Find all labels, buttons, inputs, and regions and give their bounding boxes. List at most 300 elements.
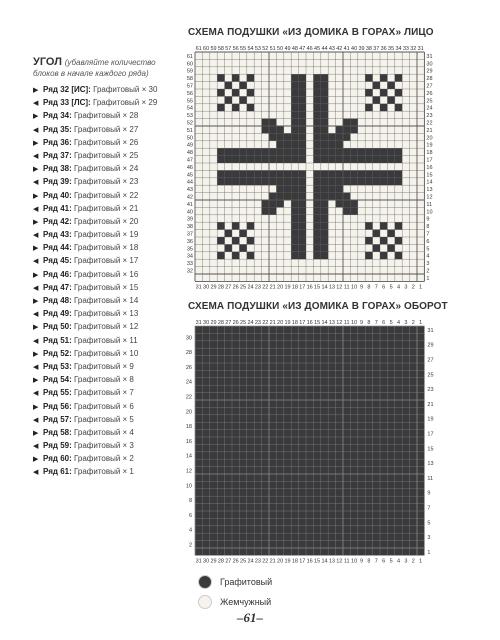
stitch-cell — [299, 252, 306, 259]
pearl-swatch-icon — [198, 595, 212, 609]
row-number-right: 10 — [426, 209, 433, 216]
stitch-cell — [395, 156, 402, 163]
stitch-cell — [299, 215, 306, 222]
stitch-cell — [328, 148, 335, 155]
stitch-cell — [321, 200, 328, 207]
col-number-bottom: 28 — [217, 284, 224, 291]
col-number-bottom: 25 — [240, 558, 247, 565]
row-number-left: 18 — [185, 424, 192, 431]
col-number-top: 55 — [240, 46, 247, 52]
stitch-cell — [336, 178, 343, 185]
stitch-cell — [299, 207, 306, 214]
stitch-cell — [350, 119, 357, 126]
row-number-right: 15 — [427, 446, 434, 453]
arrow-left-icon: ◀ — [33, 284, 39, 292]
row-label: Ряд 44: — [43, 243, 74, 253]
stitch-cell — [328, 193, 335, 200]
stitch-cell — [247, 252, 254, 259]
stitch-cell — [276, 200, 283, 207]
stitch-cell — [291, 126, 298, 133]
stitch-cell — [336, 133, 343, 140]
stitch-cell — [291, 111, 298, 118]
stitch-cell — [269, 148, 276, 155]
col-number-bottom: 16 — [306, 558, 313, 565]
row-number-left: 10 — [185, 483, 192, 490]
col-number-bottom: 3 — [404, 558, 408, 565]
stitch-cell — [291, 119, 298, 126]
stitch-cell — [313, 141, 320, 148]
row-text: Графитовый × 24 — [73, 164, 139, 174]
row-number-left: 28 — [185, 350, 192, 357]
col-number-bottom: 6 — [382, 284, 386, 291]
row-text: Графитовый × 22 — [73, 190, 139, 200]
row-text: Графитовый × 17 — [73, 256, 139, 266]
stitch-cell — [284, 133, 291, 140]
col-number-top: 22 — [262, 320, 269, 326]
col-number-bottom: 30 — [203, 558, 210, 565]
row-number-right: 3 — [427, 535, 431, 542]
row-number-right: 19 — [426, 142, 433, 149]
stitch-cell — [328, 141, 335, 148]
stitch-cell — [299, 185, 306, 192]
stitch-cell — [225, 156, 232, 163]
stitch-cell — [336, 148, 343, 155]
row-number-left: 51 — [186, 127, 193, 134]
stitch-cell — [313, 111, 320, 118]
col-number-top: 56 — [232, 46, 239, 52]
row-text: Графитовый × 18 — [73, 243, 139, 253]
col-number-bottom: 10 — [351, 558, 358, 565]
stitch-cell — [313, 156, 320, 163]
stitch-cell — [395, 170, 402, 177]
stitch-cell — [299, 200, 306, 207]
row-label: Ряд 33 [ЛС]: — [43, 98, 93, 108]
col-number-top: 57 — [225, 46, 232, 52]
col-number-bottom: 10 — [351, 284, 358, 291]
row-number-left: 61 — [186, 53, 193, 60]
col-number-bottom: 27 — [225, 558, 232, 565]
stitch-cell — [299, 156, 306, 163]
col-number-bottom: 28 — [217, 558, 224, 565]
stitch-cell — [299, 148, 306, 155]
row-number-right: 21 — [426, 127, 433, 134]
col-number-top: 28 — [217, 320, 224, 326]
col-number-top: 61 — [195, 46, 202, 52]
stitch-cell — [365, 89, 372, 96]
col-number-bottom: 2 — [411, 284, 415, 291]
col-number-bottom: 11 — [343, 558, 350, 565]
row-label: Ряд 34: — [43, 111, 74, 121]
col-number-top: 41 — [343, 46, 350, 52]
stitch-cell — [380, 156, 387, 163]
col-number-top: 3 — [404, 320, 408, 326]
row-number-left: 49 — [186, 142, 193, 149]
stitch-cell — [217, 252, 224, 259]
stitch-cell — [343, 193, 350, 200]
stitch-cell — [291, 244, 298, 251]
stitch-cell — [387, 96, 394, 103]
stitch-cell — [365, 74, 372, 81]
row-number-right: 5 — [427, 520, 431, 527]
row-text: Графитовый × 13 — [73, 309, 139, 319]
stitch-cell — [291, 133, 298, 140]
row-text: Графитовый × 27 — [73, 124, 139, 134]
stitch-cell — [336, 126, 343, 133]
col-number-top: 5 — [389, 320, 393, 326]
arrow-right-icon: ▶ — [33, 218, 39, 226]
col-number-bottom: 14 — [321, 558, 328, 565]
stitch-cell — [328, 170, 335, 177]
stitch-cell — [321, 148, 328, 155]
stitch-cell — [299, 178, 306, 185]
stitch-cell — [321, 126, 328, 133]
row-number-left: 59 — [186, 68, 193, 75]
stitch-cell — [313, 74, 320, 81]
row-number-right: 22 — [426, 120, 433, 127]
stitch-cell — [321, 74, 328, 81]
stitch-cell — [262, 126, 269, 133]
stitch-cell — [321, 156, 328, 163]
stitch-cell — [336, 156, 343, 163]
row-number-left: 39 — [186, 216, 193, 223]
stitch-cell — [313, 230, 320, 237]
arrow-left-icon: ◀ — [33, 232, 39, 240]
col-number-top: 25 — [240, 320, 247, 326]
col-number-top: 33 — [402, 46, 409, 52]
col-number-bottom: 23 — [254, 284, 261, 291]
row-label: Ряд 46: — [43, 269, 74, 279]
row-text: Графитовый × 23 — [73, 177, 139, 187]
legend-label: Жемчужный — [220, 597, 272, 607]
stitch-cell — [284, 148, 291, 155]
row-number-left: 47 — [186, 157, 193, 164]
stitch-cell — [373, 244, 380, 251]
row-number-right: 29 — [426, 68, 433, 75]
row-number-left: 37 — [186, 231, 193, 238]
stitch-cell — [299, 111, 306, 118]
stitch-cell — [313, 237, 320, 244]
stitch-cell — [269, 170, 276, 177]
col-number-top: 51 — [269, 46, 276, 52]
stitch-cell — [313, 222, 320, 229]
row-number-right: 6 — [426, 238, 430, 245]
legend-item-graphite — [198, 572, 272, 592]
stitch-cell — [321, 104, 328, 111]
stitch-cell — [365, 104, 372, 111]
col-number-top: 6 — [382, 320, 386, 326]
row-number-left: 34 — [186, 253, 193, 260]
row-label: Ряд 58: — [43, 427, 74, 437]
stitch-cell — [358, 170, 365, 177]
back-chart-bg — [195, 326, 424, 555]
row-number-right: 14 — [426, 179, 433, 186]
stitch-cell — [350, 178, 357, 185]
col-number-bottom: 12 — [336, 284, 343, 291]
stitch-cell — [217, 222, 224, 229]
row-number-right: 29 — [427, 342, 434, 349]
col-number-top: 26 — [232, 320, 239, 326]
stitch-cell — [291, 215, 298, 222]
stitch-cell — [328, 156, 335, 163]
arrow-left-icon: ◀ — [33, 390, 39, 398]
stitch-cell — [225, 244, 232, 251]
stitch-cell — [343, 148, 350, 155]
stitch-cell — [217, 104, 224, 111]
col-number-top: 20 — [277, 320, 284, 326]
col-number-top: 54 — [247, 46, 254, 52]
stitch-cell — [276, 148, 283, 155]
stitch-cell — [395, 74, 402, 81]
row-number-left: 42 — [186, 194, 193, 201]
stitch-cell — [276, 185, 283, 192]
row-number-left: 50 — [186, 135, 193, 142]
col-number-top: 49 — [284, 46, 291, 52]
graphite-swatch-icon — [198, 575, 212, 589]
stitch-cell — [291, 222, 298, 229]
stitch-cell — [328, 178, 335, 185]
col-number-bottom: 7 — [374, 558, 378, 565]
stitch-cell — [262, 178, 269, 185]
row-number-right: 7 — [427, 505, 431, 512]
col-number-bottom: 14 — [321, 284, 328, 291]
stitch-cell — [291, 178, 298, 185]
stitch-cell — [336, 193, 343, 200]
stitch-cell — [239, 82, 246, 89]
row-number-right: 12 — [426, 194, 433, 201]
row-label: Ряд 61: — [43, 467, 74, 477]
stitch-cell — [284, 185, 291, 192]
row-number-right: 4 — [426, 253, 430, 260]
stitch-cell — [291, 96, 298, 103]
stitch-cell — [217, 74, 224, 81]
col-number-top: 1 — [419, 320, 423, 326]
row-number-right: 16 — [426, 164, 433, 171]
col-number-bottom: 19 — [284, 284, 291, 291]
stitch-cell — [365, 252, 372, 259]
stitch-cell — [291, 200, 298, 207]
stitch-cell — [380, 178, 387, 185]
stitch-cell — [269, 133, 276, 140]
col-number-bottom: 16 — [306, 284, 313, 291]
row-number-right: 11 — [427, 475, 434, 482]
legend-item-pearl — [198, 592, 272, 612]
arrow-left-icon: ◀ — [33, 152, 39, 160]
row-number-right: 1 — [427, 549, 431, 556]
stitch-cell — [380, 104, 387, 111]
row-text: Графитовый × 7 — [73, 388, 134, 398]
col-number-top: 45 — [314, 46, 321, 52]
row-number-left: 33 — [186, 261, 193, 268]
col-number-top: 21 — [269, 320, 276, 326]
col-number-top: 60 — [203, 46, 210, 52]
stitch-cell — [336, 141, 343, 148]
stitch-cell — [276, 141, 283, 148]
stitch-cell — [395, 178, 402, 185]
row-number-left: 48 — [186, 150, 193, 157]
row-number-left: 60 — [186, 61, 193, 68]
row-label: Ряд 49: — [43, 309, 74, 319]
row-label: Ряд 57: — [43, 414, 74, 424]
stitch-cell — [395, 148, 402, 155]
stitch-cell — [217, 170, 224, 177]
stitch-cell — [232, 170, 239, 177]
stitch-cell — [328, 185, 335, 192]
stitch-cell — [380, 222, 387, 229]
stitch-cell — [291, 156, 298, 163]
row-text: Графитовый × 1 — [73, 467, 134, 477]
stitch-cell — [299, 119, 306, 126]
stitch-cell — [247, 74, 254, 81]
row-number-left: 24 — [185, 379, 192, 386]
row-number-right: 24 — [426, 105, 433, 112]
stitch-cell — [380, 74, 387, 81]
stitch-cell — [380, 237, 387, 244]
col-number-top: 16 — [306, 320, 313, 326]
stitch-cell — [232, 237, 239, 244]
stitch-cell — [276, 193, 283, 200]
arrow-right-icon: ▶ — [33, 298, 39, 305]
stitch-cell — [380, 89, 387, 96]
stitch-cell — [269, 119, 276, 126]
stitch-cell — [321, 82, 328, 89]
stitch-cell — [232, 222, 239, 229]
row-label: Ряд 40: — [43, 190, 74, 200]
stitch-cell — [321, 193, 328, 200]
arrow-right-icon: ▶ — [33, 403, 39, 411]
row-text: Графитовый × 2 — [73, 454, 134, 464]
stitch-cell — [239, 148, 246, 155]
row-label: Ряд 48: — [43, 296, 74, 305]
col-number-top: 13 — [328, 320, 335, 326]
row-number-left: 4 — [188, 527, 192, 534]
row-number-left: 22 — [185, 394, 192, 401]
corner-note: (убавляйте количество блоков в начале каждого ряда) — [33, 58, 156, 78]
stitch-cell — [299, 237, 306, 244]
stitch-cell — [299, 141, 306, 148]
row-number-left: 2 — [188, 542, 192, 549]
stitch-cell — [350, 148, 357, 155]
row-number-left: 54 — [186, 105, 193, 112]
row-label: Ряд 51: — [43, 335, 74, 345]
arrow-right-icon: ▶ — [33, 245, 39, 253]
stitch-cell — [247, 156, 254, 163]
stitch-cell — [321, 222, 328, 229]
stitch-cell — [373, 82, 380, 89]
row-text: Графитовый × 19 — [73, 230, 139, 240]
stitch-cell — [365, 156, 372, 163]
row-number-right: 8 — [426, 224, 430, 231]
stitch-cell — [284, 193, 291, 200]
col-number-top: 23 — [254, 320, 261, 326]
stitch-cell — [291, 74, 298, 81]
col-number-top: 15 — [314, 320, 321, 326]
row-number-left: 20 — [185, 409, 192, 416]
stitch-cell — [313, 148, 320, 155]
col-number-bottom: 24 — [247, 558, 254, 565]
stitch-cell — [387, 244, 394, 251]
row-number-right: 20 — [426, 135, 433, 142]
stitch-cell — [358, 156, 365, 163]
row-number-left: 52 — [186, 120, 193, 127]
color-legend — [198, 572, 272, 612]
col-number-bottom: 23 — [254, 558, 261, 565]
col-number-bottom: 31 — [195, 558, 202, 565]
stitch-cell — [254, 148, 261, 155]
stitch-cell — [336, 200, 343, 207]
corner-heading: УГОЛ — [33, 56, 62, 68]
row-text: Графитовый × 14 — [73, 296, 139, 305]
stitch-cell — [291, 252, 298, 259]
stitch-cell — [380, 252, 387, 259]
arrow-left-icon: ◀ — [33, 258, 39, 266]
arrow-left-icon: ◀ — [33, 443, 39, 451]
col-number-bottom: 20 — [277, 284, 284, 291]
row-number-left: 57 — [186, 83, 193, 90]
col-number-bottom: 2 — [411, 558, 415, 565]
col-number-top: 38 — [365, 46, 372, 52]
stitch-cell — [321, 96, 328, 103]
row-number-left: 46 — [186, 164, 193, 171]
col-number-bottom: 11 — [343, 284, 350, 291]
stitch-cell — [247, 170, 254, 177]
arrow-left-icon: ◀ — [33, 337, 39, 345]
row-number-right: 13 — [427, 461, 434, 468]
row-number-right: 2 — [426, 268, 430, 275]
row-number-right: 25 — [426, 98, 433, 105]
row-number-left: 8 — [188, 498, 192, 505]
stitch-cell — [299, 170, 306, 177]
row-number-right: 27 — [426, 83, 433, 90]
col-number-bottom: 13 — [328, 558, 335, 565]
stitch-cell — [247, 104, 254, 111]
stitch-cell — [217, 89, 224, 96]
stitch-cell — [380, 170, 387, 177]
arrow-left-icon: ◀ — [33, 311, 39, 319]
stitch-cell — [313, 89, 320, 96]
stitch-cell — [321, 89, 328, 96]
back-chart-title: СХЕМА ПОДУШКИ «ИЗ ДОМИКА В ГОРАХ» ОБОРОТ — [188, 301, 448, 312]
row-text: Графитовый × 9 — [73, 361, 134, 371]
row-number-right: 31 — [426, 53, 433, 60]
stitch-cell — [380, 148, 387, 155]
col-number-top: 10 — [351, 320, 358, 326]
row-label: Ряд 35: — [43, 124, 74, 134]
stitch-cell — [395, 252, 402, 259]
stitch-cell — [269, 178, 276, 185]
row-text: Графитовый × 12 — [73, 322, 139, 332]
row-number-left: 44 — [186, 179, 193, 186]
col-number-bottom: 12 — [336, 558, 343, 565]
arrow-right-icon: ▶ — [33, 87, 39, 94]
stitch-cell — [276, 133, 283, 140]
row-number-left: 32 — [186, 268, 193, 275]
col-number-bottom: 26 — [232, 558, 239, 565]
stitch-cell — [365, 178, 372, 185]
row-number-right: 13 — [426, 187, 433, 194]
stitch-cell — [239, 156, 246, 163]
stitch-cell — [269, 126, 276, 133]
col-number-bottom: 8 — [367, 558, 371, 565]
row-text: Графитовый × 29 — [92, 98, 158, 108]
row-text: Графитовый × 21 — [73, 203, 139, 213]
col-number-bottom: 27 — [225, 284, 232, 291]
row-number-right: 23 — [427, 387, 434, 394]
row-label: Ряд 56: — [43, 401, 74, 411]
row-text: Графитовый × 20 — [73, 216, 139, 226]
arrow-left-icon: ◀ — [33, 469, 39, 477]
row-label: Ряд 38: — [43, 164, 74, 174]
col-number-top: 9 — [359, 320, 364, 326]
